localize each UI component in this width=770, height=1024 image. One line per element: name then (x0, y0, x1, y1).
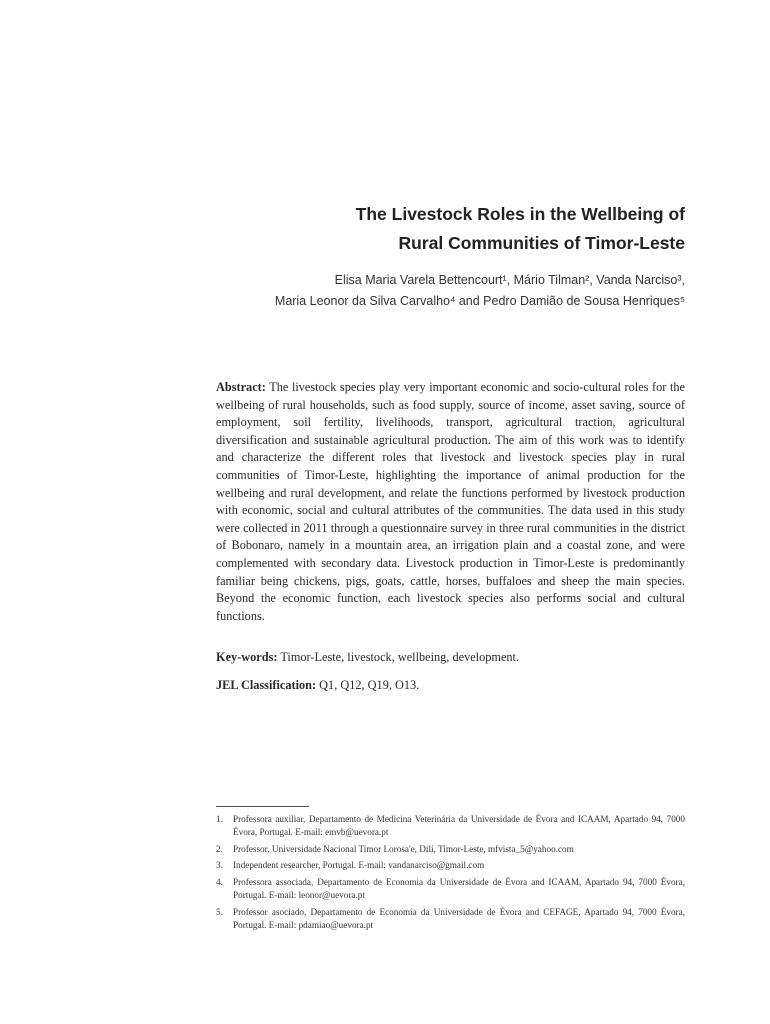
footnote-divider (216, 806, 309, 807)
jel-classification (216, 676, 685, 694)
footnote-number: 5. (216, 906, 223, 917)
keywords-label: Key-words: (216, 650, 278, 664)
author-list (125, 270, 685, 312)
footnote-item (216, 876, 685, 902)
footnote-list (216, 813, 685, 935)
abstract-text: The livestock species play very important economic and socio-cultural roles for the wellbeing of rural households, such as food supply, source of income, asset saving, source of employment, soil fertility, livelihoods, transport, agricultural traction, agricultural diversification and sustainable agricultural production. The aim of this work was to identify and characterize the different roles that livestock and livestock species play in rural communities of Timor-Leste, highlighting the importance of animal production for the wellbeing and rural development, and relate the functions performed by livestock production with economic, social and cultural attributes of the communities. The data used in this study were collected in 2011 through a questionnaire survey in three rural communities in the district of Bobonaro, namely in a mountain area, an irrigation plain and a coastal zone, and were complemented with secondary data. Livestock production in Timor-Leste is predominantly familiar being chickens, pigs, goats, cattle, horses, buffaloes and sheep the main species. Beyond the economic function, each livestock species also performs social and cultural functions. (216, 380, 685, 623)
footnote-text: Professor, Universidade Nacional Timor Lorosa'e, Dili, Timor-Leste, mfvista_5@yahoo.com (233, 843, 574, 854)
footnote-text: Independent researcher, Portugal. E-mail: vandanarciso@gmail.com (233, 860, 485, 871)
footnote-item (216, 843, 685, 856)
footnote-item (216, 813, 685, 839)
footnote-number: 2. (216, 843, 223, 854)
author-line-2: Maria Leonor da Silva Carvalho⁴ and Pedro Damião de Sousa Henriques⁵ (274, 294, 685, 308)
paper-title-line-2: Rural Communities of Timor-Leste (398, 233, 685, 253)
abstract-label: Abstract: (216, 380, 266, 394)
footnote-text: Professora associada, Departamento de Economia da Universidade de Évora and ICAAM, Apartado 94, 7000 Évora, Portugal. E-mail: leonor@uevora.pt (233, 877, 685, 900)
keywords-text: Timor-Leste, livestock, wellbeing, development. (280, 650, 520, 664)
footnote-number: 1. (216, 814, 223, 824)
jel-label: JEL Classification: (216, 678, 317, 692)
footnote-text: Professora auxiliar, Departamento de Medicina Veterinária da Universidade de Évora and ICAAM, Apartado 94, 7000 Évora, Portugal. E-mail: emvb@uevora.pt (233, 814, 685, 837)
author-line-1: Elisa Maria Varela Bettencourt¹, Mário Tilman², Vanda Narciso³, (334, 273, 685, 287)
footnote-text: Professor asociado, Departamento de Economia da Universidade de Évora and CEFAGE, Apartado 94, 7000 Évora, Portugal. E-mail: pdamiao@uevora.pt (233, 906, 685, 930)
footnote-item (216, 859, 685, 872)
footnote-item (216, 906, 685, 932)
keywords (216, 648, 685, 666)
paper-title-line-1: The Livestock Roles in the Wellbeing of (355, 204, 685, 224)
footnote-number: 4. (216, 877, 223, 888)
abstract (216, 379, 685, 625)
paper-title (125, 200, 685, 258)
footnote-number: 3. (216, 860, 223, 871)
jel-text: Q1, Q12, Q19, O13. (319, 678, 420, 692)
